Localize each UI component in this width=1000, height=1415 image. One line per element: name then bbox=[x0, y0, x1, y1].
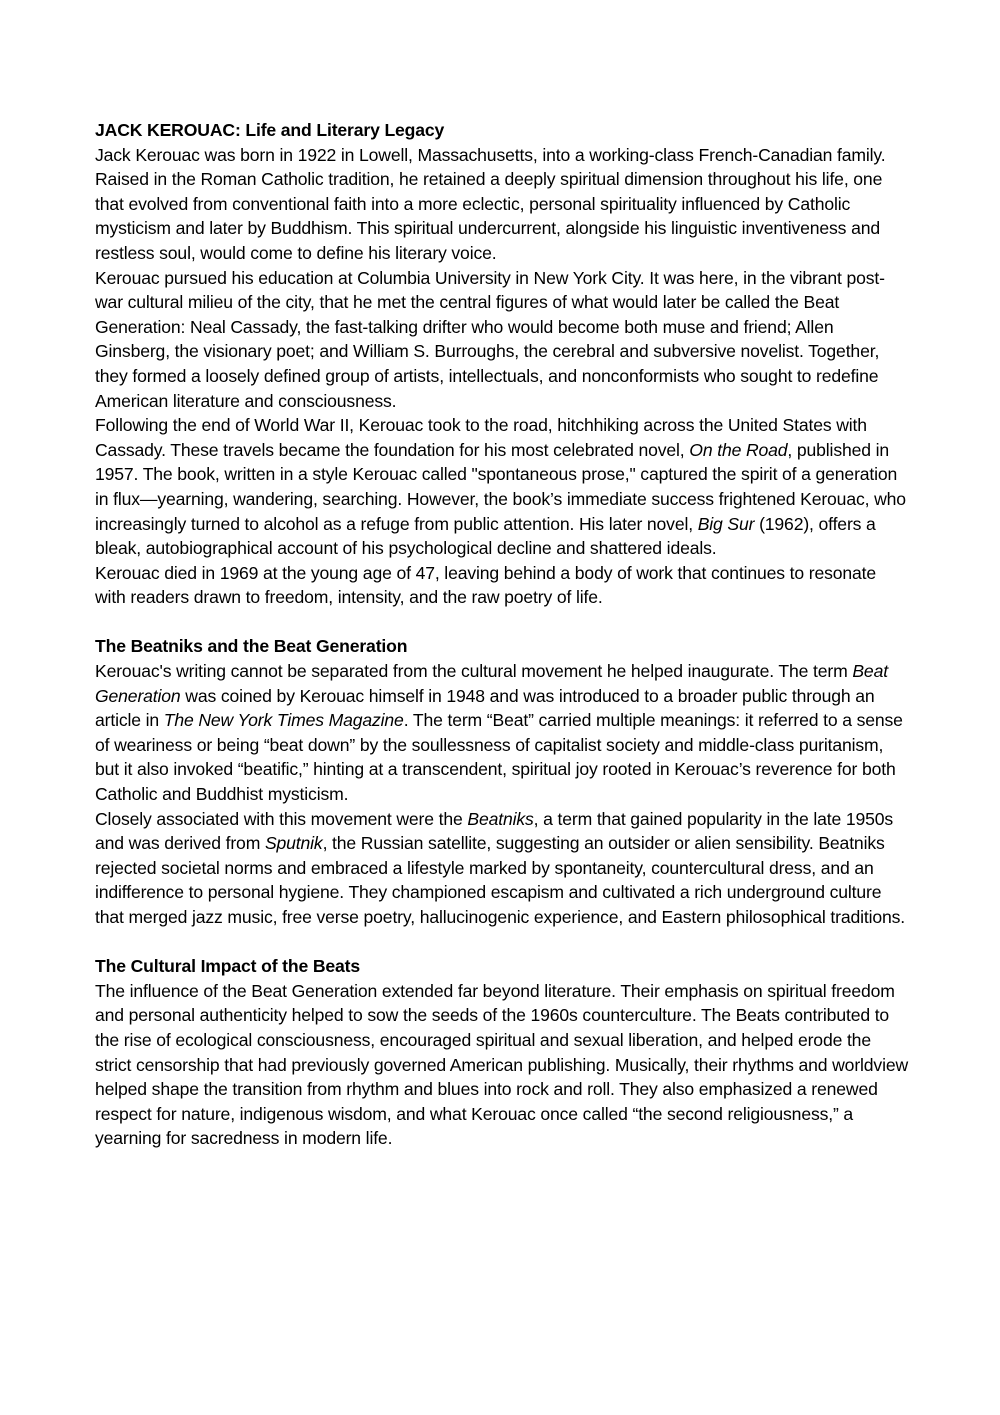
section-spacer bbox=[95, 610, 910, 635]
document-page bbox=[95, 118, 910, 1151]
paragraph-columbia: Kerouac pursued his education at Columbia University in New York City. It was here, in the vibrant post-war cultural milieu of the city, that he met the central figures of what would later be called the Beat Generation: Neal Cassady, the fast-talking drifter who would become both muse and friend; Allen Ginsberg, the visionary poet; and William S. Burroughs, the cerebral and subversive novelist. Together, they formed a loosely defined group of artists, intellectuals, and nonconformists who sought to redefine American literature and consciousness. bbox=[95, 267, 885, 411]
paragraph-on-the-road bbox=[95, 413, 910, 561]
text-run: Kerouac's writing cannot be separated from the cultural movement he helped inaugurate. The term bbox=[95, 661, 853, 682]
term-beatniks: Beatniks bbox=[467, 808, 534, 829]
section-heading-beatniks: The Beatniks and the Beat Generation bbox=[95, 636, 408, 657]
book-title-on-the-road: On the Road bbox=[689, 439, 788, 460]
term-beat-generation: Beat Generation bbox=[95, 661, 888, 706]
section-heading-kerouac: JACK KEROUAC: Life and Literary Legacy bbox=[95, 120, 445, 140]
text-run: (1962), offers a bleak, autobiographical account of his psychological decline and shattered ideals. bbox=[95, 513, 876, 559]
text-run: . The term “Beat” carried multiple meanings: it referred to a sense of weariness or being “beat down” by the soullessness of capitalist society and middle-class puritanism, but it also invoked “beatific,” hinting at a transcendent, spiritual joy rooted in Kerouac’s reverence for both Catholic and Buddhist mysticism. bbox=[95, 710, 903, 805]
paragraph-death: Kerouac died in 1969 at the young age of 47, leaving behind a body of work that continues to resonate with readers drawn to freedom, intensity, and the raw poetry of life. bbox=[95, 562, 877, 608]
paragraph-impact: The influence of the Beat Generation extended far beyond literature. Their emphasis on spiritual freedom and personal authenticity helped to sow the seeds of the 1960s counterculture. The Beats contributed to the rise of ecological consciousness, encouraged spiritual and sexual liberation, and helped erode the strict censorship that had previously governed American publishing. Musically, their rhythms and worldview helped shape the transition from rhythm and blues into rock and roll. They also emphasized a renewed respect for nature, indigenous wisdom, and what Kerouac once called “the second religiousness,” a yearning for sacredness in modern life. bbox=[95, 980, 909, 1149]
text-run: Following the end of World War II, Kerouac took to the road, hitchhiking across the United States with Cassady. These travels became the foundation for his most celebrated novel, bbox=[95, 415, 867, 460]
text-run: , published in 1957. The book, written in a style Kerouac called "spontaneous prose," captured the spirit of a generation in flux—yearning, wandering, searching. However, the book’s immediate success frightened Kerouac, who increasingly turned to alcohol as a refuge from public attention. His later novel, bbox=[95, 439, 906, 534]
book-title-big-sur: Big Sur bbox=[697, 513, 755, 534]
paragraph-beatniks bbox=[95, 807, 910, 930]
section-spacer bbox=[95, 930, 910, 955]
magazine-title: The New York Times Magazine bbox=[163, 710, 404, 731]
paragraph-birth: Jack Kerouac was born in 1922 in Lowell, Massachusetts, into a working-class French-Canadian family. Raised in the Roman Catholic tradition, he retained a deeply spiritual dimension throughout his life, one that evolved from conventional faith into a more eclectic, personal spirituality influenced by Catholic mysticism and later by Buddhism. This spiritual undercurrent, alongside his linguistic inventiveness and restless soul, would come to define his literary voice. bbox=[95, 144, 886, 263]
text-run: Closely associated with this movement were the bbox=[95, 808, 468, 829]
text-run: was coined by Kerouac himself in 1948 and was introduced to a broader public through an article in bbox=[95, 685, 875, 731]
section-heading-impact: The Cultural Impact of the Beats bbox=[95, 956, 361, 977]
text-run: , the Russian satellite, suggesting an outsider or alien sensibility. Beatniks rejected societal norms and embraced a lifestyle marked by spontaneity, countercultural dress, and an indifference to personal hygiene. They championed escapism and cultivated a rich underground culture that merged jazz music, free verse poetry, hallucinogenic experience, and Eastern philosophical traditions. bbox=[95, 833, 905, 927]
paragraph-beat-term bbox=[95, 659, 910, 807]
term-sputnik: Sputnik bbox=[264, 833, 323, 854]
text-run: , a term that gained popularity in the late 1950s and was derived from bbox=[95, 808, 894, 854]
